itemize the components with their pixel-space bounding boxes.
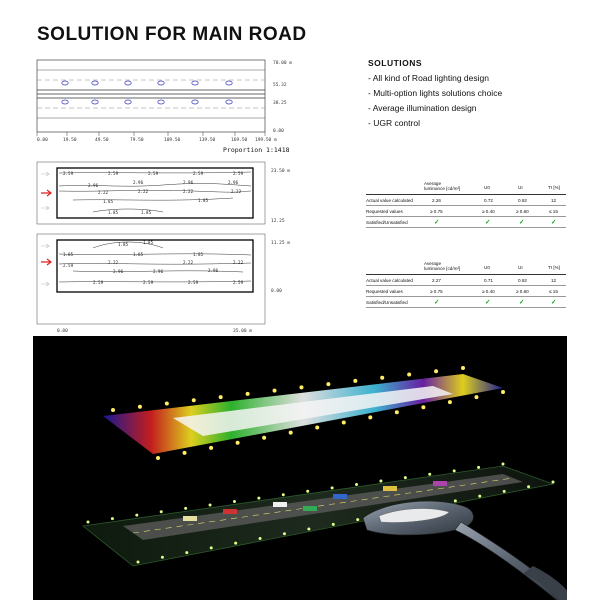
check-icon: ✓ bbox=[434, 299, 440, 306]
pole-light-icon bbox=[527, 485, 530, 488]
isolux-bottom-label: 1.85 bbox=[133, 252, 144, 257]
header-u0: U0 bbox=[484, 265, 490, 270]
pole-light-icon bbox=[135, 514, 138, 517]
luminaire-row-bottom bbox=[62, 100, 232, 104]
isolux-top-scale-0: 23.50 m bbox=[271, 169, 290, 174]
isolux-bottom-label: 2.96 bbox=[153, 269, 164, 274]
luminaire-icon bbox=[92, 100, 98, 104]
isolux-bottom-label: 1.85 bbox=[193, 252, 204, 257]
cell: 2.27 bbox=[432, 278, 441, 283]
pole-light-icon bbox=[448, 400, 452, 404]
luminaire-icon bbox=[226, 100, 232, 104]
pole-light-icon bbox=[434, 369, 438, 373]
pole-light-icon bbox=[246, 392, 250, 396]
pole-light-icon bbox=[192, 398, 196, 402]
row-label: Satisfied/Unsatisfied bbox=[366, 220, 408, 225]
isolux-bottom-label: 2.96 bbox=[208, 268, 219, 273]
luminaire-icon bbox=[62, 81, 68, 85]
pole-light-icon bbox=[282, 493, 285, 496]
pole-light-icon bbox=[87, 521, 90, 524]
header-ti: TI [%] bbox=[548, 265, 560, 270]
pole-light-icon bbox=[307, 528, 310, 531]
isolux-top-label: 2.22 bbox=[183, 189, 194, 194]
vehicle-icon bbox=[183, 516, 197, 521]
pole-light-icon bbox=[236, 441, 240, 445]
solutions-heading: SOLUTIONS bbox=[368, 58, 423, 68]
isolux-bottom-scale-1: 0.00 bbox=[271, 289, 282, 294]
isolux-top-label: 2.22 bbox=[98, 190, 109, 195]
pole-light-icon bbox=[161, 556, 164, 559]
plan-label-x6: 169.50 bbox=[231, 138, 248, 143]
header-u0: U0 bbox=[484, 185, 490, 190]
cell: ≥ 0.60 bbox=[516, 289, 529, 294]
isolux-top-label: 1.85 bbox=[103, 199, 114, 204]
page-title: SOLUTION FOR MAIN ROAD bbox=[37, 24, 307, 45]
pole-light-icon bbox=[219, 395, 223, 399]
plan-label-x0: 0.00 bbox=[37, 138, 48, 143]
pole-light-icon bbox=[395, 410, 399, 414]
isolux-top-label: 2.59 bbox=[108, 171, 119, 176]
plan-label-x1: 19.50 bbox=[63, 138, 77, 143]
table-row bbox=[366, 206, 566, 217]
isolux-bottom-label: 2.59 bbox=[63, 263, 74, 268]
isolux-top-label: 1.85 bbox=[141, 210, 152, 215]
luminaire-icon bbox=[125, 100, 131, 104]
plan-label-x2: 49.50 bbox=[95, 138, 109, 143]
pole-light-icon bbox=[368, 415, 372, 419]
direction-arrow-top bbox=[41, 190, 51, 196]
pole-light-icon bbox=[138, 405, 142, 409]
isolux-bottom-label: 2.59 bbox=[188, 280, 199, 285]
check-icon: ✓ bbox=[519, 219, 525, 226]
pole-light-icon bbox=[137, 561, 140, 564]
table-row bbox=[366, 297, 566, 308]
check-icon: ✓ bbox=[485, 299, 491, 306]
luminaire-icon bbox=[226, 81, 232, 85]
pole-light-icon bbox=[289, 431, 293, 435]
pole-light-icon bbox=[257, 497, 260, 500]
isolux-bottom-label: 1.85 bbox=[118, 242, 129, 247]
proportion-label: Proportion 1:1418 bbox=[223, 146, 290, 154]
cell: 0.92 bbox=[518, 278, 527, 283]
row-label: Actual value calculated bbox=[366, 198, 413, 203]
pole-light-icon bbox=[552, 481, 555, 484]
luminaire-row-top bbox=[62, 81, 232, 85]
plan-label-y1: 55.32 bbox=[273, 83, 287, 88]
cell: 2.26 bbox=[432, 198, 441, 203]
pole-light-icon bbox=[273, 389, 277, 393]
solution-item: - Multi-option lights solutions choice bbox=[368, 88, 503, 98]
pole-light-icon bbox=[342, 420, 346, 424]
luminaire-icon bbox=[92, 81, 98, 85]
cell: ≥ 0.40 bbox=[482, 209, 495, 214]
table-header-row bbox=[366, 182, 566, 195]
luminaire-icon bbox=[192, 100, 198, 104]
pole-light-icon bbox=[379, 480, 382, 483]
vehicle-icon bbox=[223, 509, 237, 514]
isolux-bottom-label: 1.85 bbox=[143, 240, 154, 245]
pole-light-icon bbox=[234, 542, 237, 545]
isolux-diagram-top bbox=[33, 158, 323, 228]
pole-light-icon bbox=[299, 385, 303, 389]
pole-light-icon bbox=[165, 402, 169, 406]
pole-light-icon bbox=[356, 518, 359, 521]
isolux-bottom-label: 2.59 bbox=[143, 280, 154, 285]
cell: ≥ 0.75 bbox=[430, 209, 443, 214]
pole-light-icon bbox=[501, 390, 505, 394]
vehicle-icon bbox=[383, 486, 397, 491]
table-row bbox=[366, 195, 566, 206]
check-icon: ✓ bbox=[551, 219, 557, 226]
pole-light-icon bbox=[503, 490, 506, 493]
cell: ≥ 0.60 bbox=[516, 209, 529, 214]
solution-item: - UGR control bbox=[368, 118, 420, 128]
isolux-top-label: 2.59 bbox=[148, 171, 159, 176]
road-plan-diagram bbox=[33, 56, 313, 156]
header-avg-luminance: Average luminance [cd/m²] bbox=[424, 261, 461, 271]
pole-light-icon bbox=[210, 546, 213, 549]
cell: 0.72 bbox=[484, 198, 493, 203]
vehicle-icon bbox=[303, 506, 317, 511]
isolux-top-label: 2.22 bbox=[231, 189, 242, 194]
header-ul: UI bbox=[518, 185, 523, 190]
pole-light-icon bbox=[407, 372, 411, 376]
check-icon: ✓ bbox=[551, 299, 557, 306]
cell: ≤ 15 bbox=[549, 209, 558, 214]
isolux-top-label: 2.96 bbox=[183, 180, 194, 185]
luminaire-icon bbox=[158, 100, 164, 104]
isolux-top-label: 1.85 bbox=[198, 198, 209, 203]
row-label: Requested values bbox=[366, 289, 403, 294]
pole-light-icon bbox=[184, 507, 187, 510]
plan-label-x3: 79.50 bbox=[130, 138, 144, 143]
pole-light-icon bbox=[353, 379, 357, 383]
plan-label-y2: 38.25 bbox=[273, 101, 287, 106]
isolux-top-label: 2.59 bbox=[63, 171, 74, 176]
luminaire-icon bbox=[62, 100, 68, 104]
pole-light-icon bbox=[331, 486, 334, 489]
results-table-1 bbox=[366, 182, 566, 228]
pole-light-icon bbox=[306, 490, 309, 493]
pole-light-icon bbox=[428, 473, 431, 476]
isolux-diagram-bottom bbox=[33, 230, 323, 340]
luminaire-icon bbox=[192, 81, 198, 85]
cell: 0.92 bbox=[518, 198, 527, 203]
check-icon: ✓ bbox=[485, 219, 491, 226]
isolux-bottom-scale-0: 11.25 m bbox=[271, 241, 290, 246]
plan-label-y0: 70.00 m bbox=[273, 61, 292, 66]
header-avg-luminance: Average luminance [cd/m²] bbox=[424, 181, 461, 191]
pole-light-icon bbox=[355, 483, 358, 486]
pole-light-icon bbox=[262, 436, 266, 440]
vehicle-icon bbox=[433, 481, 447, 486]
cell: 0.71 bbox=[484, 278, 493, 283]
pole-light-icon bbox=[209, 503, 212, 506]
cell: ≥ 0.75 bbox=[430, 289, 443, 294]
isolux-bottom-label: 2.22 bbox=[233, 260, 244, 265]
pole-light-icon bbox=[111, 517, 114, 520]
pole-light-icon bbox=[183, 451, 187, 455]
direction-arrow-bottom bbox=[41, 259, 51, 265]
solution-item: - Average illumination design bbox=[368, 103, 477, 113]
isolux-bottom-label: 2.59 bbox=[93, 280, 104, 285]
table-header-row bbox=[366, 262, 566, 275]
pole-light-icon bbox=[326, 382, 330, 386]
solution-item: - All kind of Road lighting design bbox=[368, 73, 489, 83]
pole-light-icon bbox=[259, 537, 262, 540]
pole-light-icon bbox=[404, 476, 407, 479]
isolux-top-label: 1.85 bbox=[108, 210, 119, 215]
isolux-bottom-label: 2.22 bbox=[183, 260, 194, 265]
isolux-top-label: 2.96 bbox=[133, 180, 144, 185]
isolux-bottom-label: 2.22 bbox=[108, 260, 119, 265]
vehicle-icon bbox=[333, 494, 347, 499]
check-icon: ✓ bbox=[434, 219, 440, 226]
pole-light-icon bbox=[477, 466, 480, 469]
pole-light-icon bbox=[502, 463, 505, 466]
row-label: Satisfied/Unsatisfied bbox=[366, 300, 408, 305]
isolux-bottom-x-0: 0.00 bbox=[57, 329, 68, 334]
pole-light-icon bbox=[315, 426, 319, 430]
pole-light-icon bbox=[233, 500, 236, 503]
header-ti: TI [%] bbox=[548, 185, 560, 190]
road-lighting-render bbox=[33, 336, 567, 600]
header-ul: UI bbox=[518, 265, 523, 270]
pole-light-icon bbox=[332, 523, 335, 526]
cell: 12 bbox=[551, 198, 557, 203]
pole-light-icon bbox=[474, 395, 478, 399]
street-light-luminaire bbox=[363, 501, 567, 600]
pole-light-icon bbox=[478, 495, 481, 498]
isolux-bottom-label: 1.85 bbox=[63, 252, 74, 257]
table-row bbox=[366, 217, 566, 228]
results-table-2 bbox=[366, 262, 566, 308]
pole-light-icon bbox=[209, 446, 213, 450]
pole-light-icon bbox=[185, 551, 188, 554]
isolux-top-label: 2.96 bbox=[228, 180, 239, 185]
isolux-bottom-label: 2.59 bbox=[233, 280, 244, 285]
table-row bbox=[366, 275, 566, 286]
isolux-bottom-x-1: 35.00 m bbox=[233, 329, 252, 334]
isolux-bottom-label: 2.96 bbox=[113, 269, 124, 274]
pole-light-icon bbox=[380, 376, 384, 380]
row-label: Requested values bbox=[366, 209, 403, 214]
check-icon: ✓ bbox=[519, 299, 525, 306]
pole-light-icon bbox=[454, 499, 457, 502]
pole-light-icon bbox=[421, 405, 425, 409]
luminaire-icon bbox=[125, 81, 131, 85]
pole-light-icon bbox=[156, 456, 160, 460]
vehicle-icon bbox=[273, 502, 287, 507]
pole-light-icon bbox=[111, 408, 115, 412]
isolux-top-label: 2.59 bbox=[193, 171, 204, 176]
plan-label-y3: 0.00 bbox=[273, 129, 284, 134]
plan-label-x4: 109.50 bbox=[164, 138, 181, 143]
pole-light-icon bbox=[461, 366, 465, 370]
table-row bbox=[366, 286, 566, 297]
pole-light-icon bbox=[283, 532, 286, 535]
plan-label-x5: 139.50 bbox=[199, 138, 216, 143]
pole-light-icon bbox=[453, 469, 456, 472]
cell: ≥ 0.40 bbox=[482, 289, 495, 294]
isolux-top-scale-1: 12.25 bbox=[271, 219, 285, 224]
luminaire-icon bbox=[158, 81, 164, 85]
pole-light-icon bbox=[160, 510, 163, 513]
cell: ≤ 15 bbox=[549, 289, 558, 294]
cell: 12 bbox=[551, 278, 557, 283]
isolux-top-label: 2.96 bbox=[88, 183, 99, 188]
plan-label-x7: 199.50 m bbox=[255, 138, 277, 143]
isolux-top-label: 2.59 bbox=[233, 171, 244, 176]
isolux-top-label: 2.22 bbox=[138, 189, 149, 194]
row-label: Actual value calculated bbox=[366, 278, 413, 283]
